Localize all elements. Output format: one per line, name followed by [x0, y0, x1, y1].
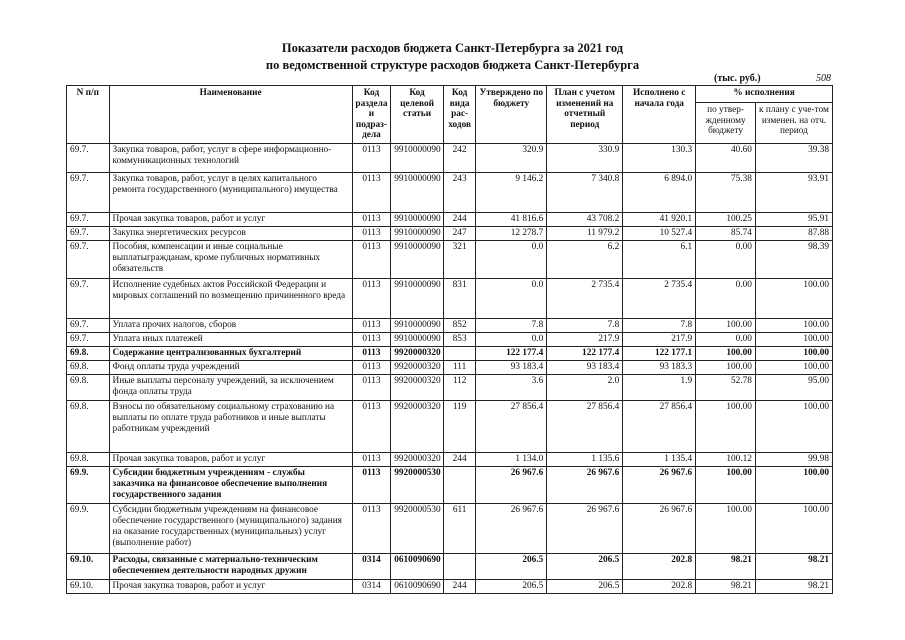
cell-executed: 26 967.6 — [623, 466, 696, 503]
cell-approved: 1 134.0 — [476, 452, 547, 466]
cell-type: 244 — [443, 212, 475, 226]
table-row — [67, 346, 833, 360]
cell-plan: 1 135.6 — [547, 452, 623, 466]
cell-pct-plan: 100.00 — [755, 503, 832, 553]
cell-approved: 27 856.4 — [476, 400, 547, 452]
cell-name: Расходы, связанные с материально-техническим обеспечением деятельности народных дружин — [109, 553, 352, 579]
cell-num: 69.10. — [67, 579, 110, 593]
cell-plan: 26 967.6 — [547, 466, 623, 503]
header-num: N п/п — [67, 86, 110, 144]
cell-section: 0113 — [352, 466, 391, 503]
cell-approved: 206.5 — [476, 579, 547, 593]
cell-approved: 12 278.7 — [476, 226, 547, 240]
cell-plan: 2 735.4 — [547, 278, 623, 318]
cell-executed: 2 735.4 — [623, 278, 696, 318]
cell-num: 69.7. — [67, 143, 110, 172]
cell-executed: 122 177.1 — [623, 346, 696, 360]
cell-type: 119 — [443, 400, 475, 452]
cell-name: Субсидии бюджетным учреждениям - службы заказчика на финансовое обеспечение выполнения государственного задания — [109, 466, 352, 503]
cell-name: Уплата прочих налогов, сборов — [109, 318, 352, 332]
header-pct-plan: к плану с уче-том изменен. на отч. период — [755, 103, 832, 143]
cell-pct-budget: 52.78 — [696, 374, 756, 400]
cell-name: Фонд оплаты труда учреждений — [109, 360, 352, 374]
cell-approved: 7.8 — [476, 318, 547, 332]
cell-target: 0610090690 — [391, 579, 444, 593]
cell-pct-plan: 100.00 — [755, 360, 832, 374]
cell-name: Исполнение судебных актов Российской Федерации и мировых соглашений по возмещению причиненного вреда — [109, 278, 352, 318]
cell-num: 69.8. — [67, 452, 110, 466]
table-row — [67, 172, 833, 212]
cell-section: 0113 — [352, 374, 391, 400]
cell-section: 0314 — [352, 579, 391, 593]
cell-section: 0113 — [352, 143, 391, 172]
table-row — [67, 143, 833, 172]
table-row — [67, 503, 833, 553]
cell-executed: 1.9 — [623, 374, 696, 400]
cell-pct-plan: 100.00 — [755, 346, 832, 360]
cell-type: 242 — [443, 143, 475, 172]
cell-target: 9920000320 — [391, 452, 444, 466]
table-row — [67, 212, 833, 226]
cell-section: 0113 — [352, 360, 391, 374]
cell-pct-plan: 98.21 — [755, 579, 832, 593]
cell-name: Закупка товаров, работ, услуг в целях капитального ремонта государственного (муниципального) имущества — [109, 172, 352, 212]
cell-type: 831 — [443, 278, 475, 318]
header-pct-group: % исполнения — [696, 86, 833, 103]
cell-plan: 93 183.4 — [547, 360, 623, 374]
cell-plan: 7.8 — [547, 318, 623, 332]
header-name: Наименование — [109, 86, 352, 144]
cell-approved: 26 967.6 — [476, 466, 547, 503]
cell-plan: 27 856.4 — [547, 400, 623, 452]
cell-plan: 11 979.2 — [547, 226, 623, 240]
cell-target: 9910000090 — [391, 212, 444, 226]
cell-plan: 330.9 — [547, 143, 623, 172]
cell-approved: 320.9 — [476, 143, 547, 172]
cell-pct-plan: 95.91 — [755, 212, 832, 226]
cell-plan: 6.2 — [547, 240, 623, 278]
cell-target: 9910000090 — [391, 172, 444, 212]
cell-name: Субсидии бюджетным учреждениям на финансовое обеспечение государственного (муниципального) задания на оказание государственных (муниципальных) услуг (выполнение работ) — [109, 503, 352, 553]
cell-executed: 1 135.4 — [623, 452, 696, 466]
cell-section: 0314 — [352, 553, 391, 579]
cell-num: 69.7. — [67, 226, 110, 240]
header-target: Код целевой статьи — [391, 86, 444, 144]
cell-type: 853 — [443, 332, 475, 346]
cell-approved: 122 177.4 — [476, 346, 547, 360]
cell-approved: 93 183.4 — [476, 360, 547, 374]
table-row — [67, 553, 833, 579]
cell-section: 0113 — [352, 318, 391, 332]
cell-type: 112 — [443, 374, 475, 400]
cell-section: 0113 — [352, 172, 391, 212]
cell-executed: 202.8 — [623, 553, 696, 579]
header-plan: План с учетом изменений на отчетный период — [547, 86, 623, 144]
cell-approved: 206.5 — [476, 553, 547, 579]
cell-executed: 41 920.1 — [623, 212, 696, 226]
cell-executed: 6.1 — [623, 240, 696, 278]
units-label: (тыс. руб.) — [714, 73, 761, 84]
cell-num: 69.9. — [67, 466, 110, 503]
cell-num: 69.8. — [67, 360, 110, 374]
cell-target: 9910000090 — [391, 240, 444, 278]
cell-executed: 93 183.3 — [623, 360, 696, 374]
cell-plan: 206.5 — [547, 579, 623, 593]
cell-section: 0113 — [352, 503, 391, 553]
cell-section: 0113 — [352, 452, 391, 466]
table-row — [67, 452, 833, 466]
cell-pct-budget: 100.00 — [696, 360, 756, 374]
cell-num: 69.7. — [67, 240, 110, 278]
table-row — [67, 226, 833, 240]
cell-name: Закупка энергетических ресурсов — [109, 226, 352, 240]
cell-executed: 130.3 — [623, 143, 696, 172]
cell-type: 111 — [443, 360, 475, 374]
cell-pct-plan: 87.88 — [755, 226, 832, 240]
cell-name: Иные выплаты персоналу учреждений, за исключением фонда оплаты труда — [109, 374, 352, 400]
cell-pct-budget: 100.12 — [696, 452, 756, 466]
header-approved: Утверждено по бюджету — [476, 86, 547, 144]
page-number: 508 — [816, 73, 831, 84]
cell-name: Закупка товаров, работ, услуг в сфере информационно-коммуникационных технологий — [109, 143, 352, 172]
cell-num: 69.7. — [67, 318, 110, 332]
cell-approved: 0.0 — [476, 240, 547, 278]
cell-num: 69.7. — [67, 332, 110, 346]
cell-num: 69.9. — [67, 503, 110, 553]
cell-name: Уплата иных платежей — [109, 332, 352, 346]
cell-pct-budget: 0.00 — [696, 332, 756, 346]
cell-pct-budget: 98.21 — [696, 553, 756, 579]
cell-num: 69.7. — [67, 172, 110, 212]
cell-executed: 6 894.0 — [623, 172, 696, 212]
cell-plan: 26 967.6 — [547, 503, 623, 553]
table-row — [67, 466, 833, 503]
cell-pct-budget: 100.00 — [696, 318, 756, 332]
cell-approved: 0.0 — [476, 332, 547, 346]
cell-section: 0113 — [352, 400, 391, 452]
cell-type: 247 — [443, 226, 475, 240]
cell-pct-budget: 100.00 — [696, 346, 756, 360]
cell-pct-plan: 100.00 — [755, 278, 832, 318]
cell-approved: 3.6 — [476, 374, 547, 400]
cell-section: 0113 — [352, 226, 391, 240]
cell-pct-plan: 98.39 — [755, 240, 832, 278]
table-row — [67, 332, 833, 346]
cell-target: 9920000320 — [391, 374, 444, 400]
cell-type: 321 — [443, 240, 475, 278]
cell-pct-plan: 93.91 — [755, 172, 832, 212]
header-pct-budget: по утвер-жденному бюджету — [696, 103, 756, 143]
cell-plan: 206.5 — [547, 553, 623, 579]
cell-type — [443, 466, 475, 503]
cell-section: 0113 — [352, 346, 391, 360]
cell-target: 9920000320 — [391, 400, 444, 452]
cell-target: 9920000530 — [391, 466, 444, 503]
cell-target: 9910000090 — [391, 278, 444, 318]
table-row — [67, 400, 833, 452]
cell-pct-budget: 0.00 — [696, 278, 756, 318]
page-title: Показатели расходов бюджета Санкт-Петербурга за 2021 год — [281, 41, 624, 55]
header-executed: Исполнено с начала года — [623, 86, 696, 144]
cell-section: 0113 — [352, 240, 391, 278]
cell-pct-budget: 40.60 — [696, 143, 756, 172]
cell-pct-plan: 99.98 — [755, 452, 832, 466]
cell-executed: 217.9 — [623, 332, 696, 346]
cell-pct-budget: 0.00 — [696, 240, 756, 278]
cell-num: 69.7. — [67, 212, 110, 226]
cell-approved: 26 967.6 — [476, 503, 547, 553]
cell-target: 9920000320 — [391, 346, 444, 360]
cell-executed: 27 856.4 — [623, 400, 696, 452]
cell-approved: 0.0 — [476, 278, 547, 318]
cell-target: 9920000320 — [391, 360, 444, 374]
cell-target: 9910000090 — [391, 143, 444, 172]
cell-name: Содержание централизованных бухгалтерий — [109, 346, 352, 360]
cell-pct-plan: 100.00 — [755, 466, 832, 503]
cell-type — [443, 553, 475, 579]
cell-plan: 122 177.4 — [547, 346, 623, 360]
table-row — [67, 318, 833, 332]
cell-executed: 7.8 — [623, 318, 696, 332]
cell-num: 69.8. — [67, 346, 110, 360]
cell-section: 0113 — [352, 332, 391, 346]
cell-name: Прочая закупка товаров, работ и услуг — [109, 452, 352, 466]
cell-pct-plan: 100.00 — [755, 400, 832, 452]
cell-type: 243 — [443, 172, 475, 212]
cell-pct-budget: 75.38 — [696, 172, 756, 212]
cell-type: 611 — [443, 503, 475, 553]
cell-pct-plan: 98.21 — [755, 553, 832, 579]
header-type: Код вида рас-ходов — [443, 86, 475, 144]
cell-type — [443, 346, 475, 360]
cell-section: 0113 — [352, 212, 391, 226]
cell-target: 9910000090 — [391, 318, 444, 332]
cell-name: Прочая закупка товаров, работ и услуг — [109, 212, 352, 226]
table-row — [67, 360, 833, 374]
cell-section: 0113 — [352, 278, 391, 318]
cell-pct-budget: 100.00 — [696, 466, 756, 503]
cell-num: 69.8. — [67, 374, 110, 400]
cell-executed: 202.8 — [623, 579, 696, 593]
cell-type: 852 — [443, 318, 475, 332]
table-row — [67, 240, 833, 278]
cell-type: 244 — [443, 579, 475, 593]
cell-approved: 41 816.6 — [476, 212, 547, 226]
cell-num: 69.10. — [67, 553, 110, 579]
cell-target: 9920000530 — [391, 503, 444, 553]
table-row — [67, 579, 833, 593]
cell-name: Прочая закупка товаров, работ и услуг — [109, 579, 352, 593]
cell-name: Пособия, компенсации и иные социальные выплатыгражданам, кроме публичных нормативных обязательств — [109, 240, 352, 278]
cell-plan: 217.9 — [547, 332, 623, 346]
cell-name: Взносы по обязательному социальному страхованию на выплаты по оплате труда работников и иные выплаты работникам учреждений — [109, 400, 352, 452]
cell-target: 0610090690 — [391, 553, 444, 579]
cell-pct-budget: 100.25 — [696, 212, 756, 226]
cell-pct-plan: 100.00 — [755, 332, 832, 346]
cell-executed: 26 967.6 — [623, 503, 696, 553]
cell-num: 69.7. — [67, 278, 110, 318]
cell-approved: 9 146.2 — [476, 172, 547, 212]
cell-pct-plan: 100.00 — [755, 318, 832, 332]
cell-plan: 43 708.2 — [547, 212, 623, 226]
cell-plan: 7 340.8 — [547, 172, 623, 212]
cell-pct-plan: 95.00 — [755, 374, 832, 400]
cell-pct-budget: 98.21 — [696, 579, 756, 593]
table-row — [67, 278, 833, 318]
cell-executed: 10 527.4 — [623, 226, 696, 240]
cell-pct-plan: 39.38 — [755, 143, 832, 172]
header-section: Код раздела и подраз-дела — [352, 86, 391, 144]
cell-plan: 2.0 — [547, 374, 623, 400]
page-subtitle: по ведомственной структуре расходов бюджета Санкт-Петербурга — [265, 58, 640, 72]
cell-target: 9910000090 — [391, 332, 444, 346]
expenses-table — [66, 85, 833, 594]
cell-target: 9910000090 — [391, 226, 444, 240]
cell-pct-budget: 100.00 — [696, 503, 756, 553]
cell-pct-budget: 85.74 — [696, 226, 756, 240]
table-row — [67, 374, 833, 400]
cell-pct-budget: 100.00 — [696, 400, 756, 452]
cell-type: 244 — [443, 452, 475, 466]
cell-num: 69.8. — [67, 400, 110, 452]
